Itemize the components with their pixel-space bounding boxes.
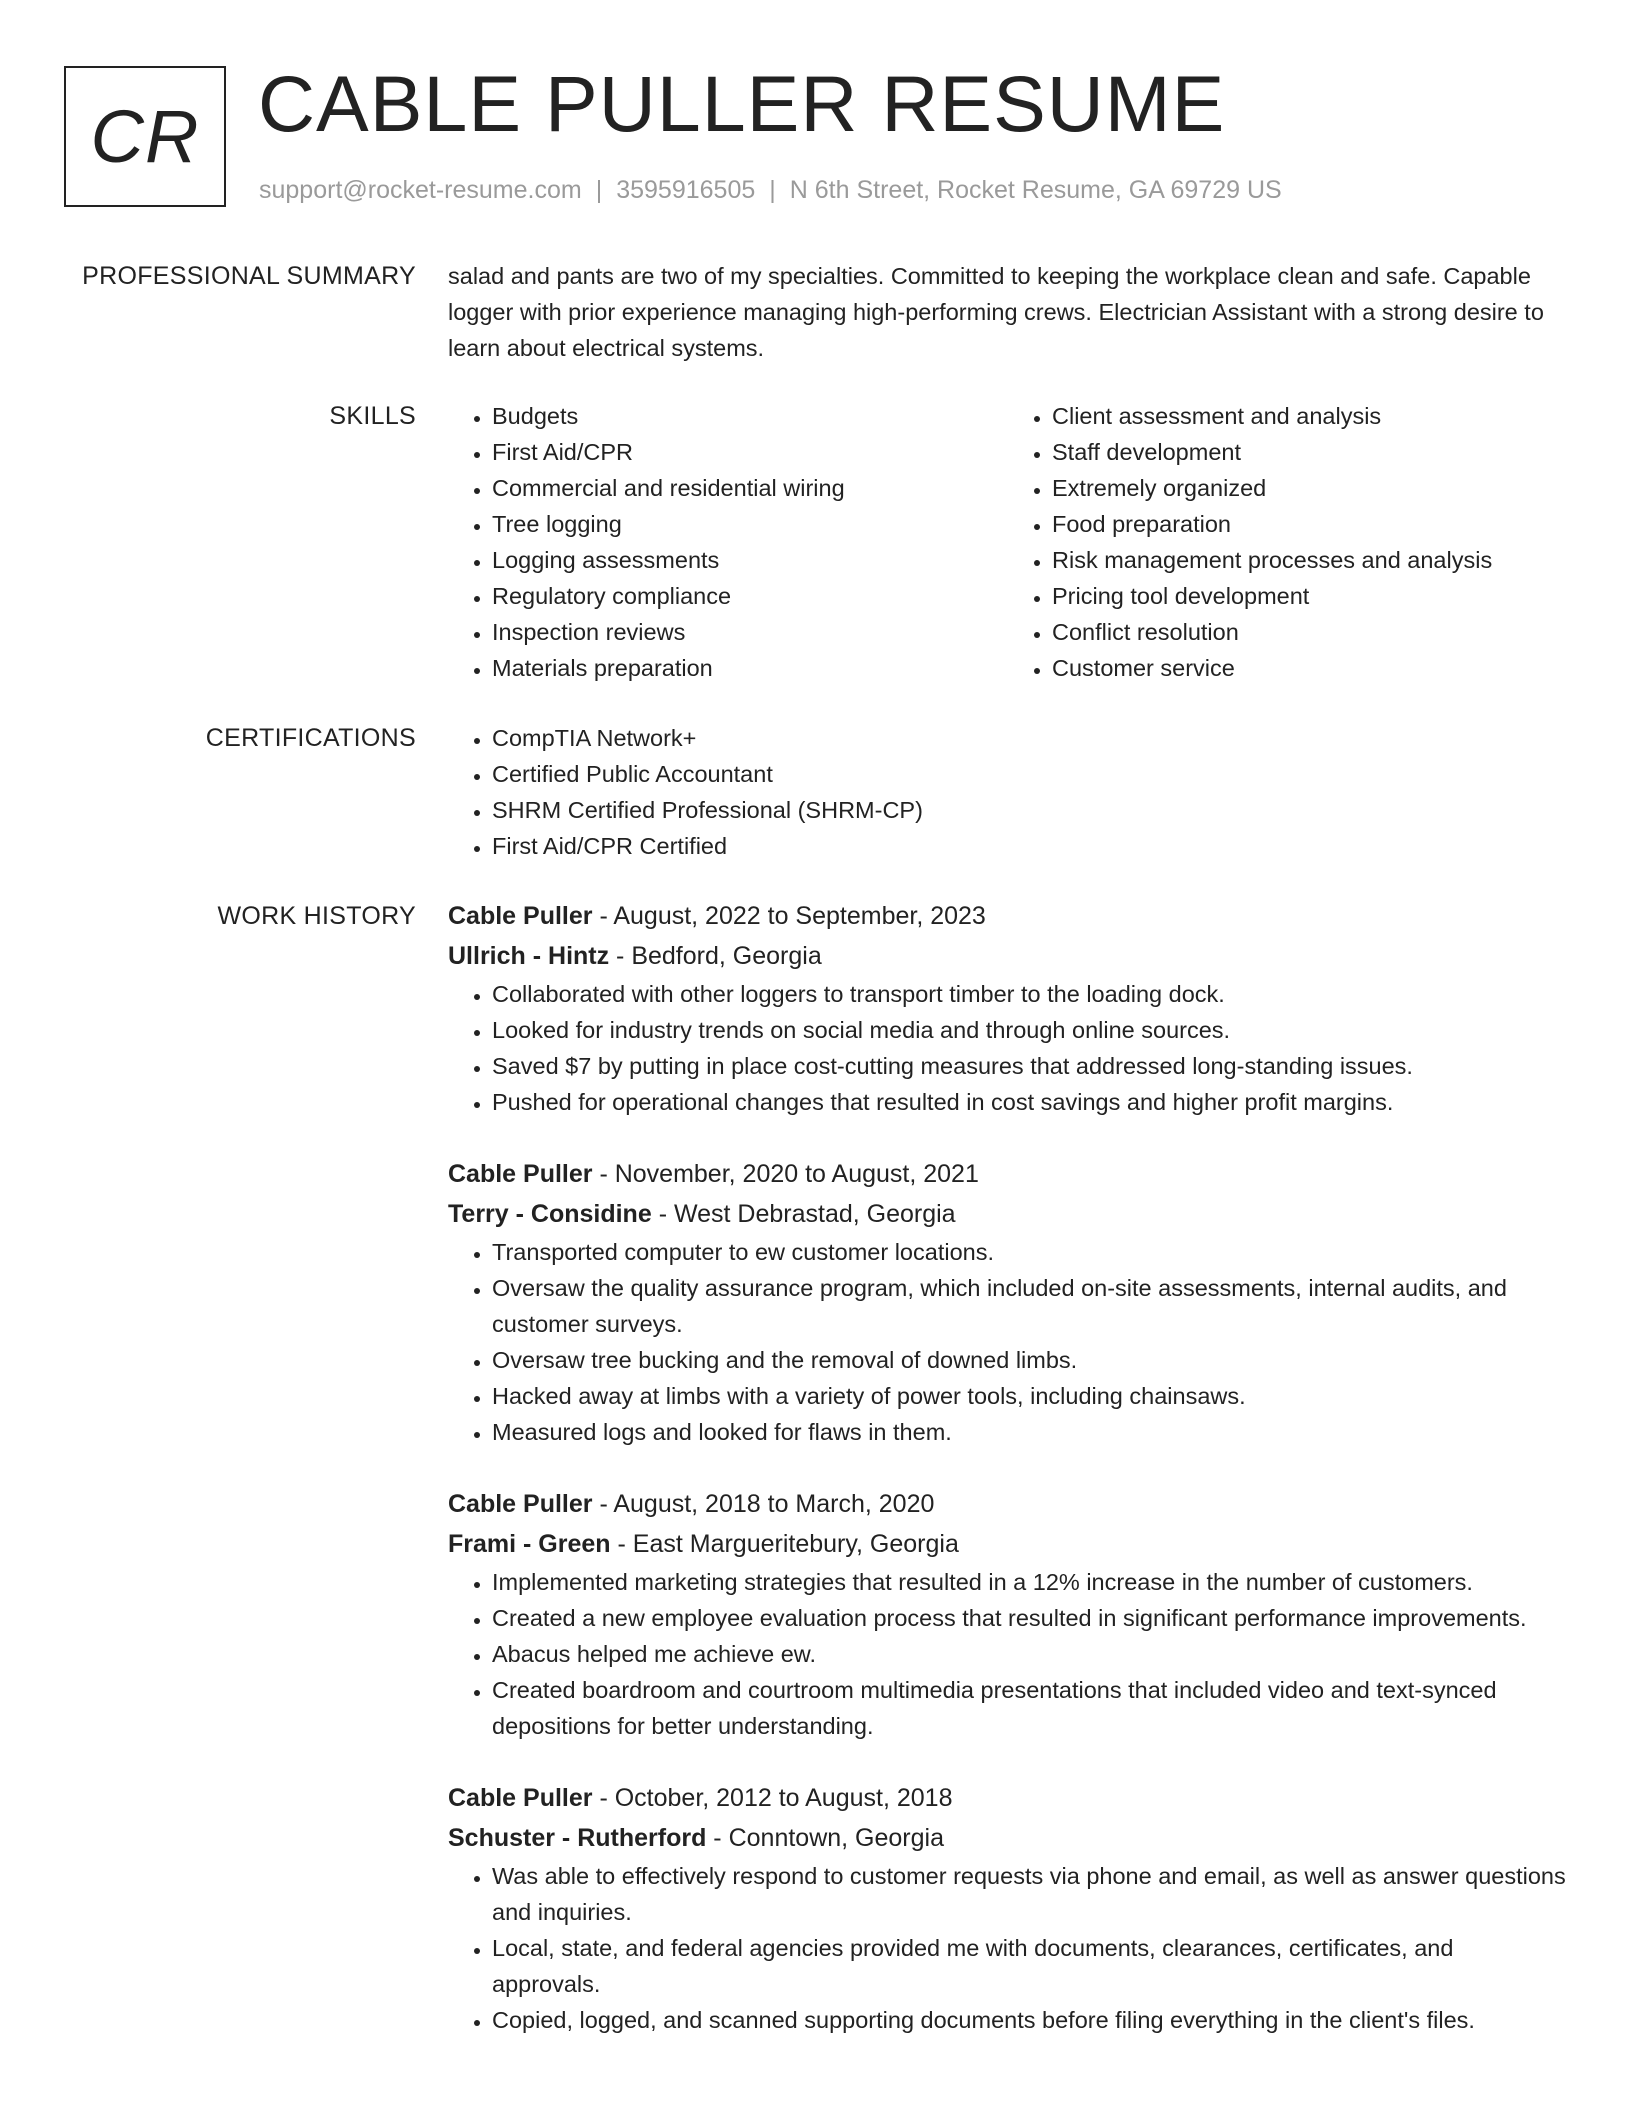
skill-item: • Budgets	[492, 398, 1008, 434]
job-company-line	[448, 1194, 1568, 1234]
job-bullet: • Oversaw the quality assurance program, which included on-site assessments, internal audits, and customer surveys.	[492, 1270, 1568, 1342]
contact-phone: 3595916505	[616, 176, 756, 204]
job-bullet: • Created a new employee evaluation process that resulted in significant performance improvements.	[492, 1600, 1568, 1636]
job-title: Cable Puller	[448, 902, 593, 930]
skills-list-left	[448, 398, 1008, 686]
job-entry	[448, 1154, 1568, 1450]
job-title-line	[448, 1778, 1568, 1818]
job-bullet: • Collaborated with other loggers to transport timber to the loading dock.	[492, 976, 1568, 1012]
job-title: Cable Puller	[448, 1160, 593, 1188]
skills-list-right	[1008, 398, 1568, 686]
job-bullet: • Created boardroom and courtroom multimedia presentations that included video and text-synced depositions for better understanding.	[492, 1672, 1568, 1744]
job-entry	[448, 1484, 1568, 1744]
skill-item: • First Aid/CPR	[492, 434, 1008, 470]
job-bullet: • Measured logs and looked for flaws in them.	[492, 1414, 1568, 1450]
skill-item: • Logging assessments	[492, 542, 1008, 578]
job-title: Cable Puller	[448, 1784, 593, 1812]
skill-item: • Commercial and residential wiring	[492, 470, 1008, 506]
skill-item: • Conflict resolution	[1052, 614, 1568, 650]
page-title: CABLE PULLER RESUME	[258, 59, 1226, 148]
job-location: - East Margueritebury, Georgia	[610, 1530, 959, 1558]
job-company-line	[448, 936, 1568, 976]
job-bullet: • Hacked away at limbs with a variety of power tools, including chainsaws.	[492, 1378, 1568, 1414]
job-bullet: • Pushed for operational changes that resulted in cost savings and higher profit margins.	[492, 1084, 1568, 1120]
job-bullet: • Transported computer to ew customer locations.	[492, 1234, 1568, 1270]
certifications-list	[448, 720, 1568, 864]
skill-item: • Food preparation	[1052, 506, 1568, 542]
contact-separator: |	[769, 176, 776, 204]
contact-email: support@rocket-resume.com	[259, 176, 582, 204]
skills-body	[448, 398, 1568, 686]
certification-item: • First Aid/CPR Certified	[492, 828, 1568, 864]
job-dates: - August, 2018 to March, 2020	[592, 1490, 935, 1518]
job-title: Cable Puller	[448, 1490, 593, 1518]
work-history-body	[448, 896, 1568, 2072]
certifications-heading: CERTIFICATIONS	[205, 724, 416, 752]
job-bullet: • Looked for industry trends on social media and through online sources.	[492, 1012, 1568, 1048]
job-location: - Bedford, Georgia	[609, 942, 822, 970]
summary-heading: PROFESSIONAL SUMMARY	[82, 262, 416, 290]
contact-separator: |	[595, 176, 603, 204]
job-company: Schuster - Rutherford	[448, 1824, 707, 1852]
skill-item: • Tree logging	[492, 506, 1008, 542]
job-bullet: • Was able to effectively respond to customer requests via phone and email, as well as answer questions and inquiries.	[492, 1858, 1568, 1930]
job-location: - West Debrastad, Georgia	[651, 1200, 956, 1228]
skill-item: • Inspection reviews	[492, 614, 1008, 650]
skill-item: • Extremely organized	[1052, 470, 1568, 506]
certification-item: • CompTIA Network+	[492, 720, 1568, 756]
skill-item: • Staff development	[1052, 434, 1568, 470]
job-company: Frami - Green	[448, 1530, 611, 1558]
job-entry	[448, 896, 1568, 1120]
job-company: Terry - Considine	[448, 1200, 652, 1228]
job-title-line	[448, 896, 1568, 936]
contact-address: N 6th Street, Rocket Resume, GA 69729 US	[789, 176, 1282, 204]
certification-item: • SHRM Certified Professional (SHRM-CP)	[492, 792, 1568, 828]
skill-item: • Materials preparation	[492, 650, 1008, 686]
job-bullets	[448, 1564, 1568, 1744]
job-bullets	[448, 1858, 1568, 2038]
job-bullet: • Local, state, and federal agencies provided me with documents, clearances, certificates, and approvals.	[492, 1930, 1568, 2002]
certifications-body	[448, 720, 1568, 864]
skill-item: • Risk management processes and analysis	[1052, 542, 1568, 578]
skill-item: • Customer service	[1052, 650, 1568, 686]
job-company-line	[448, 1818, 1568, 1858]
job-entry	[448, 1778, 1568, 2038]
job-dates: - November, 2020 to August, 2021	[592, 1160, 979, 1188]
skill-item: • Pricing tool development	[1052, 578, 1568, 614]
work-history-heading: WORK HISTORY	[217, 902, 416, 930]
job-company: Ullrich - Hintz	[448, 942, 610, 970]
job-location: - Conntown, Georgia	[706, 1824, 944, 1852]
job-dates: - August, 2022 to September, 2023	[592, 902, 986, 930]
job-company-line	[448, 1524, 1568, 1564]
certification-item: • Certified Public Accountant	[492, 756, 1568, 792]
job-bullets	[448, 976, 1568, 1120]
summary-body	[448, 258, 1568, 366]
job-title-line	[448, 1154, 1568, 1194]
skills-heading: SKILLS	[329, 402, 416, 430]
contact-line	[259, 175, 1282, 205]
job-title-line	[448, 1484, 1568, 1524]
summary-text: salad and pants are two of my specialties. Committed to keeping the workplace clean and safe. Capable logger with prior experience managing high-performing crews. Electrician Assistant with a strong desire to learn about electrical systems.	[448, 263, 1544, 361]
job-bullet: • Abacus helped me achieve ew.	[492, 1636, 1568, 1672]
job-bullet: • Oversaw tree bucking and the removal of downed limbs.	[492, 1342, 1568, 1378]
job-dates: - October, 2012 to August, 2018	[592, 1784, 953, 1812]
job-bullet: • Saved $7 by putting in place cost-cutting measures that addressed long-standing issues.	[492, 1048, 1568, 1084]
skill-item: • Client assessment and analysis	[1052, 398, 1568, 434]
job-bullets	[448, 1234, 1568, 1450]
job-bullet: • Copied, logged, and scanned supporting documents before filing everything in the client's files.	[492, 2002, 1568, 2038]
skill-item: • Regulatory compliance	[492, 578, 1008, 614]
monogram-logo: CR	[64, 66, 226, 207]
job-bullet: • Implemented marketing strategies that resulted in a 12% increase in the number of customers.	[492, 1564, 1568, 1600]
